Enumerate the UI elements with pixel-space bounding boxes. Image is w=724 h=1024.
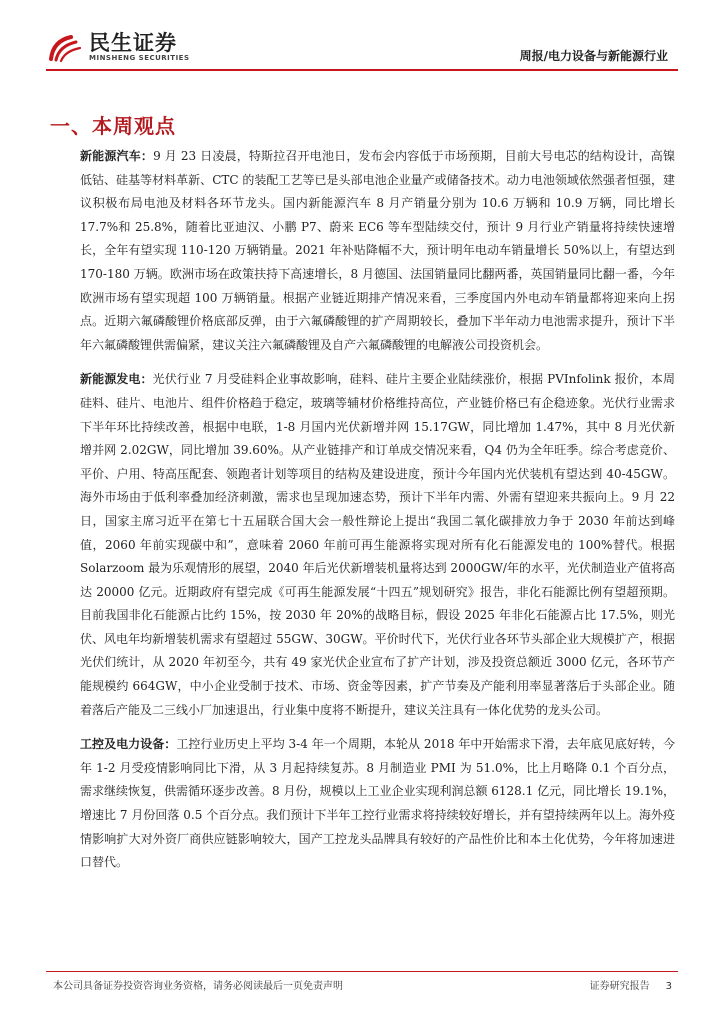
paragraph-new-energy-vehicles <box>80 145 675 357</box>
paragraph-lead: 工控及电力设备： <box>80 737 177 752</box>
section-title: 一、本周观点 <box>50 114 176 138</box>
footer-divider <box>46 971 678 972</box>
paragraph-text: 9 月 23 日凌晨，特斯拉召开电池日，发布会内容低于市场预期，目前大号电芯的结构设计，高镍低钴、硅基等材料革新、CTC 的装配工艺等已是头部电池企业量产或储备技术。动力电池领域依然强者恒强，建议积极布局电池及材料各环节龙头。国内新能源汽车 8 月产销量分别为 10.6 万辆和 10.9 万辆，同比增长 17.7%和 25.8%，随着比亚迪汉、小鹏 P7、蔚来 EC6 等车型陆续交付，预计 9 月行业产销量将持续快速增长，全年有望实现 110-120 万辆销量。2021 年补贴降幅不大，预计明年电动车销量增长 50%以上，有望达到 170-180 万辆。欧洲市场在政策扶持下高速增长，8 月德国、法国销量同比翻两番，英国销量同比翻一番，今年欧洲市场有望实现超 100 万辆销量。根据产业链近期排产情况来看，三季度国内外电动车销量都将迎来向上拐点。近期六氟磷酸锂价格底部反弹，由于六氟磷酸锂的扩产周期较长，叠加下半年动力电池需求提升，预计下半年六氟磷酸锂供需偏紧，建议关注六氟磷酸锂及自产六氟磷酸锂的电解液公司投资机会。 <box>80 149 675 352</box>
logo-chinese-name: 民生证券 <box>89 31 177 55</box>
report-body <box>80 145 675 886</box>
logo-english-name: MINSHENG SECURITIES <box>89 54 190 62</box>
report-type-label: 证券研究报告 <box>589 981 650 992</box>
company-logo <box>47 32 190 63</box>
paragraph-industrial-control <box>80 733 675 875</box>
paragraph-lead: 新能源发电： <box>80 372 153 387</box>
footer-meta <box>590 977 672 992</box>
report-category-title: 周报/电力设备与新能源行业 <box>519 49 668 63</box>
paragraph-text: 光伏行业 7 月受硅料企业事故影响，硅料、硅片主要企业陆续涨价，根据 PVInfolink 报价，本周硅料、硅片、电池片、组件价格趋于稳定，玻璃等辅材价格维持高位，产业链价格已有企稳迹象。光伏行业需求下半年环比持续改善，根据中电联，1-8 月国内光伏新增并网 15.17GW，同比增加 1.47%，其中 8 月光伏新增并网 2.02GW，同比增加 39.60%。从产业链排产和订单成交情况来看，Q4 仍为全年旺季。综合考虑竞价、平价、户用、特高压配套、领跑者计划等项目的结构及建设进度，预计今年国内光伏装机有望达到 40-45GW。海外市场由于低利率叠加经济刺激，需求也呈现加速态势，预计下半年内需、外需有望迎来共振向上。9 月 22 日，国家主席习近平在第七十五届联合国大会一般性辩论上提出“我国二氧化碳排放力争于 2030 年前达到峰值，2060 年前实现碳中和”，意味着 2060 年前可再生能源将实现对所有化石能源发电的 100%替代。根据 Solarzoom 最为乐观情形的展望，2040 年后光伏新增装机量将达到 2000GW/年的水平，光伏制造业产值将高达 20000 亿元。近期政府有望完成《可再生能源发展“十四五”规划研究》报告，非化石能源比例有望超预期。目前我国非化石能源占比约 15%，按 2030 年 20%的战略目标，假设 2025 年非化石能源占比 17.5%，则光伏、风电年均新增装机需求有望超过 55GW、30GW。平价时代下，光伏行业各环节头部企业大规模扩产，根据光伏们统计，从 2020 年初至今，共有 49 家光伏企业宣布了扩产计划，涉及投资总额近 3000 亿元，各环节产能规模约 664GW，中小企业受制于技术、市场、资金等因素，扩产节奏及产能利用率显著落后于头部企业。随着落后产能及二三线小厂加速退出，行业集中度将不断提升，建议关注具有一体化优势的龙头公司。 <box>80 372 675 717</box>
paragraph-text: 工控行业历史上平均 3-4 年一个周期，本轮从 2018 年中开始需求下滑，去年底见底好转，今年 1-2 月受疫情影响同比下滑，从 3 月起持续复苏。8 月制造业 PMI 为 51.0%，比上月略降 0.1 个百分点，需求继续恢复，供需循环逐步改善。8 月份，规模以上工业企业实现利润总额 6128.1 亿元，同比增长 19.1%，增速比 7 月份回落 0.5 个百分点。我们预计下半年工控行业需求将持续较好增长，并有望持续两年以上。海外疫情影响扩大对外资厂商供应链影响较大，国产工控龙头品牌具有较好的产品性价比和本土化优势，今年将加速进口替代。 <box>80 737 676 870</box>
minsheng-logo-icon <box>47 33 83 63</box>
paragraph-lead: 新能源汽车： <box>80 149 154 163</box>
header-divider <box>46 69 678 71</box>
paragraph-new-energy-generation <box>80 368 675 722</box>
page-number: 3 <box>665 981 672 992</box>
page-header <box>0 0 724 76</box>
footer-disclaimer: 本公司具备证券投资咨询业务资格，请务必阅读最后一页免责声明 <box>53 981 343 992</box>
